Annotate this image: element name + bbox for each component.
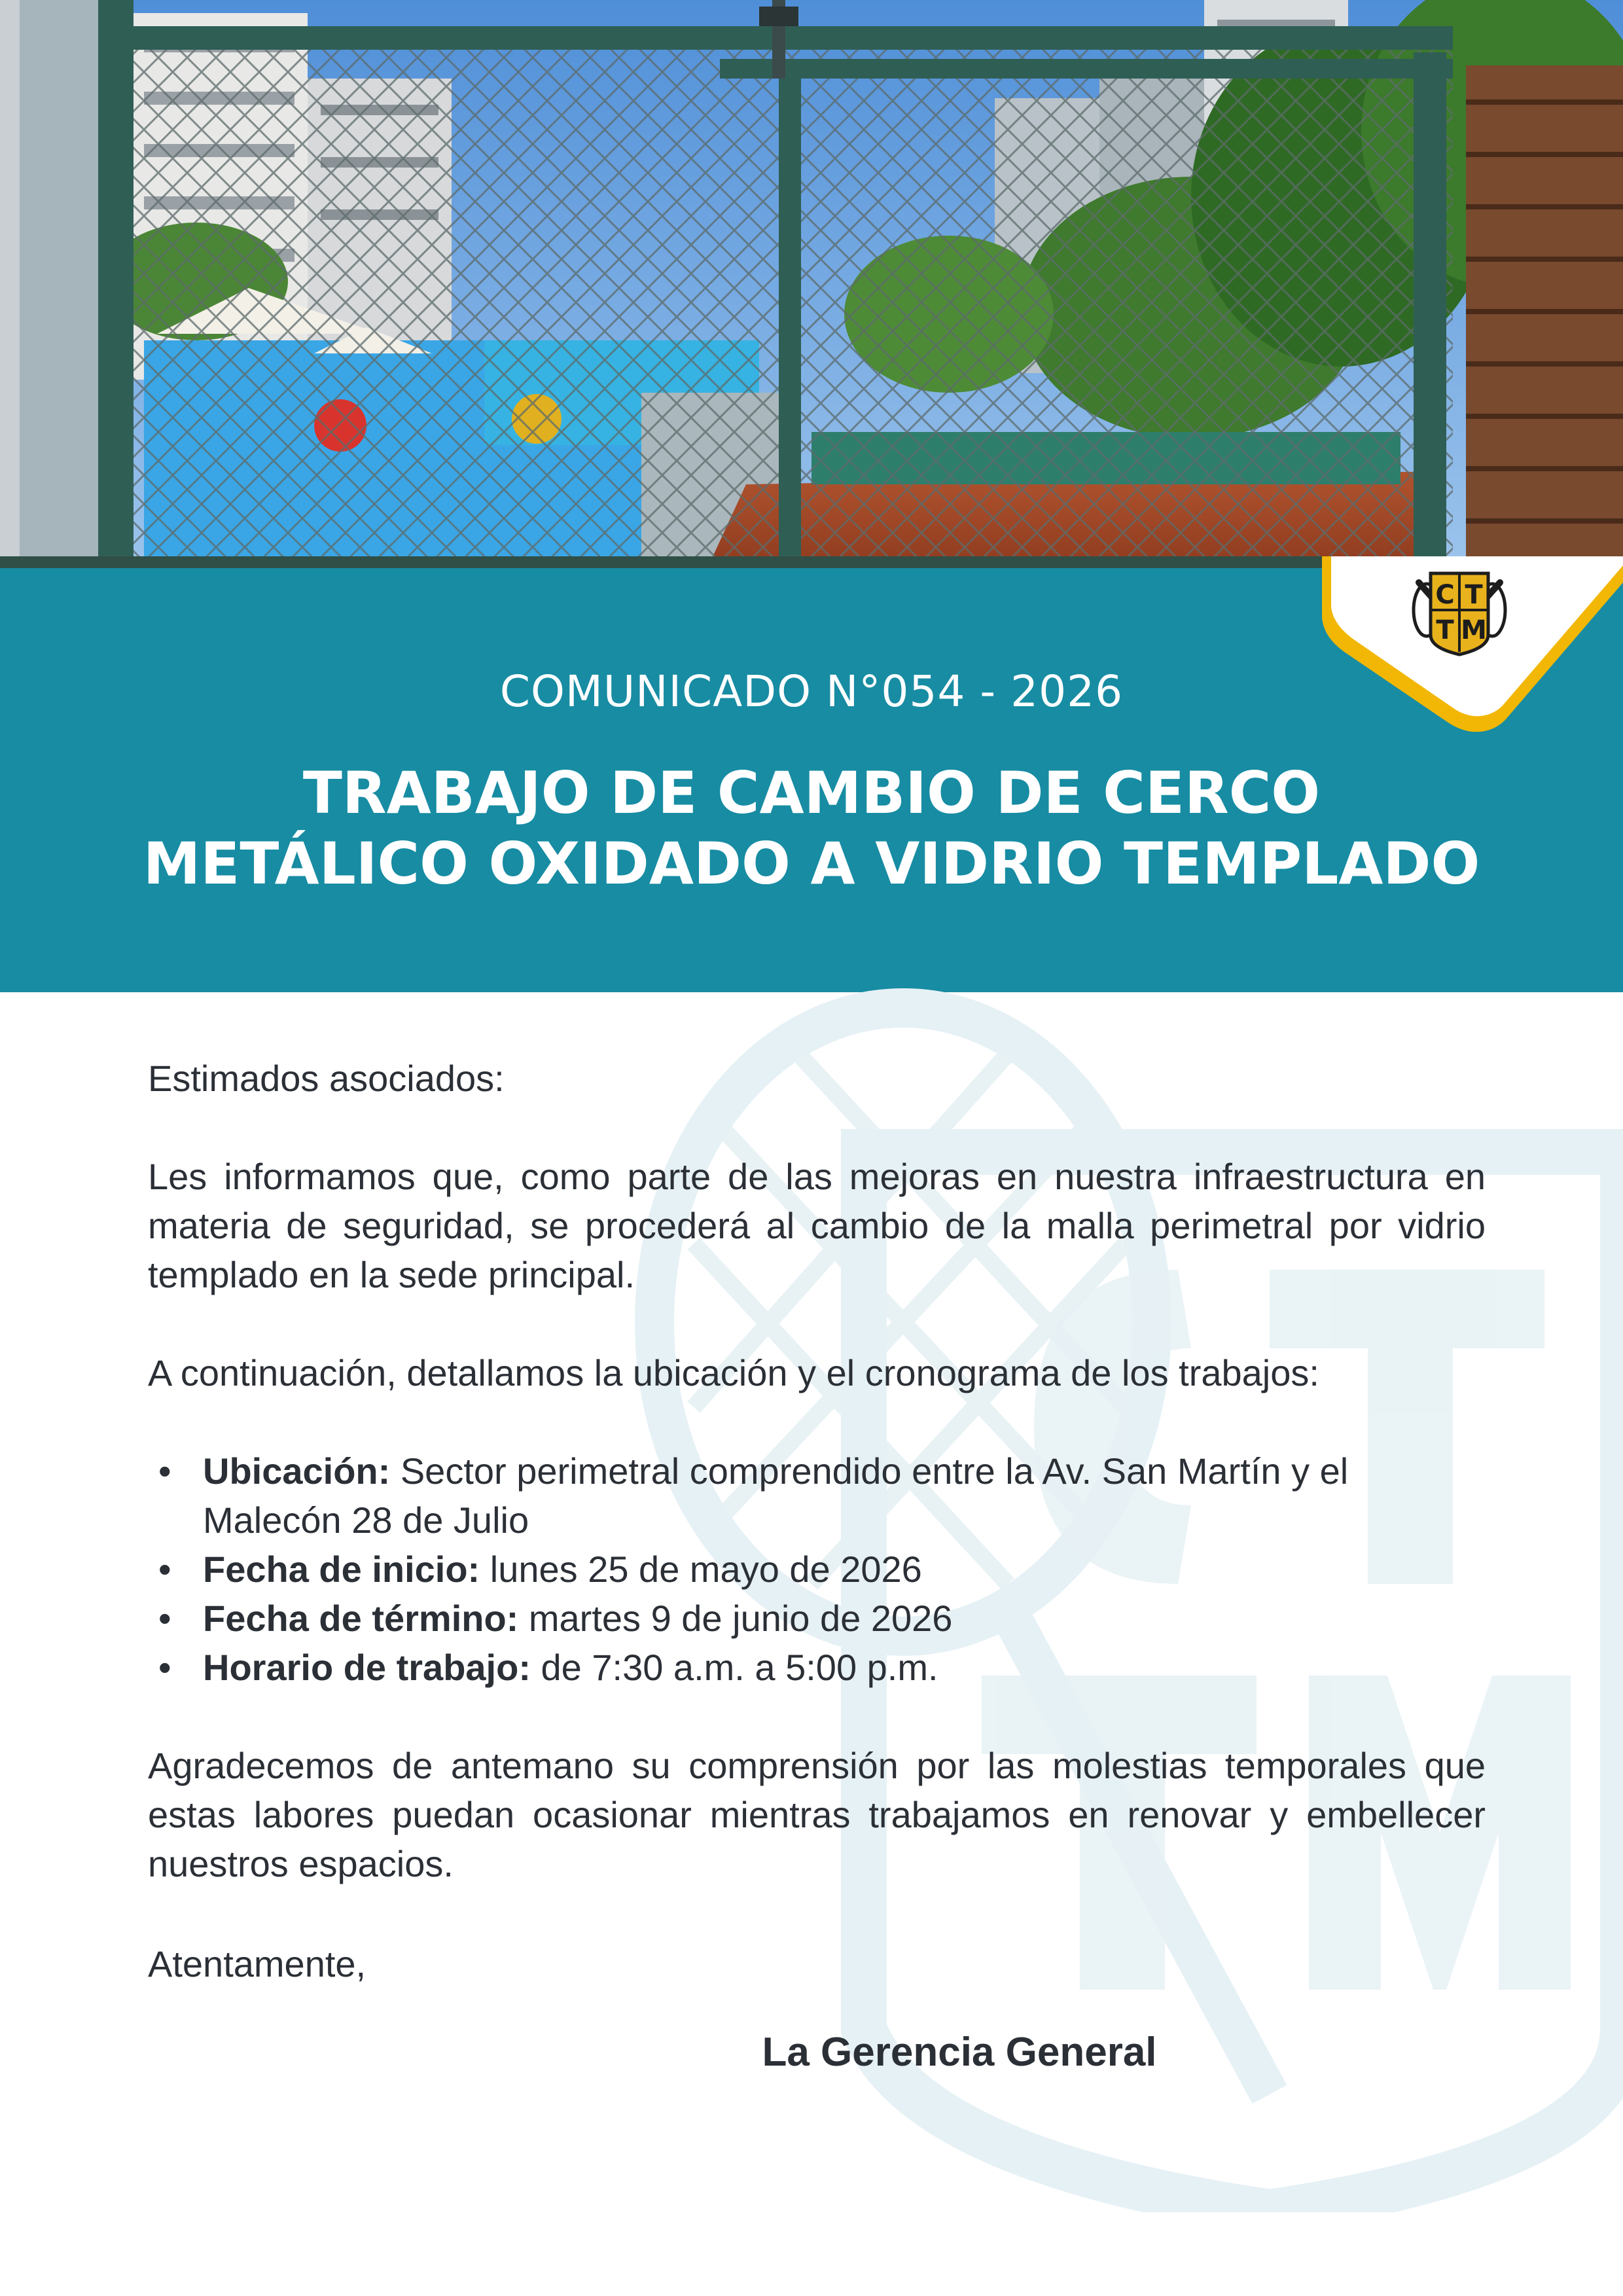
- header-photo: [0, 0, 1623, 569]
- list-item-end-date: [148, 1594, 1486, 1643]
- communique-body: [148, 1054, 1486, 2077]
- start-date-label: Fecha de inicio:: [203, 1549, 490, 1590]
- signature: La Gerencia General: [762, 2030, 1157, 2075]
- closing: Atentamente,: [148, 1943, 366, 1984]
- list-item-work-hours: [148, 1643, 1486, 1692]
- bullet-icon: •: [158, 1549, 171, 1590]
- list-item-location: [148, 1446, 1486, 1545]
- end-date-label: Fecha de término:: [203, 1598, 529, 1639]
- start-date-value: lunes 25 de mayo de 2026: [490, 1549, 922, 1590]
- bullet-icon: •: [158, 1598, 171, 1639]
- work-details-list: [148, 1446, 1486, 1692]
- club-logo-badge: [1322, 556, 1623, 740]
- logo-letter-2: T: [1465, 580, 1483, 610]
- greeting: Estimados asociados:: [148, 1058, 505, 1099]
- logo-letter-4: M: [1461, 615, 1487, 645]
- communique-title: [0, 758, 1623, 899]
- bullet-icon: •: [158, 1450, 171, 1492]
- schedule-intro-paragraph: A continuación, detallamos la ubicación y el cronograma de los trabajos:: [148, 1352, 1319, 1393]
- bullet-icon: •: [158, 1647, 171, 1688]
- end-date-value: martes 9 de junio de 2026: [528, 1598, 953, 1639]
- tennis-court-fence-photo: [0, 0, 1623, 569]
- title-line-1: TRABAJO DE CAMBIO DE CERCO: [302, 759, 1321, 827]
- location-value: Sector perimetral comprendido entre la Av. San Martín y el Malecón 28 de Julio: [203, 1450, 1349, 1541]
- title-line-2: METÁLICO OXIDADO A VIDRIO TEMPLADO: [143, 830, 1480, 897]
- location-label: Ubicación:: [203, 1450, 401, 1492]
- intro-paragraph: Les informamos que, como parte de las mejoras en nuestra infraestructura en materia de seguridad, se procederá al cambio de la malla perimetral por vidrio templado en la sede principal.: [148, 1156, 1486, 1295]
- list-item-start-date: [148, 1545, 1486, 1594]
- logo-letter-3: T: [1436, 615, 1454, 645]
- thanks-paragraph: Agradecemos de antemano su comprensión por las molestias temporales que estas labores puedan ocasionar mientras trabajamos en renovar y embellecer nuestros espacios.: [148, 1745, 1486, 1884]
- work-hours-label: Horario de trabajo:: [203, 1647, 541, 1688]
- logo-letter-1: C: [1435, 580, 1455, 610]
- communique-number: COMUNICADO N°054 - 2026: [499, 666, 1124, 717]
- work-hours-value: de 7:30 a.m. a 5:00 p.m.: [541, 1647, 938, 1688]
- club-logo: [1322, 556, 1623, 740]
